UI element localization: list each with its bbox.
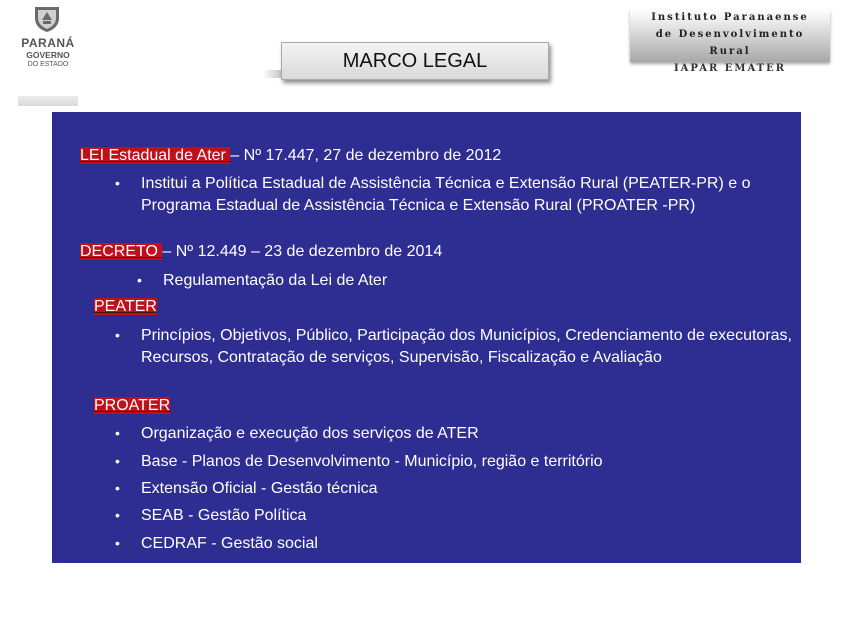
proater-item-text: Organização e execução dos serviços de ATER <box>141 425 479 442</box>
institute-line-2: de Desenvolvimento <box>655 29 805 40</box>
peater-heading <box>94 298 157 316</box>
bullet-icon: • <box>115 175 120 191</box>
bullet-icon: • <box>115 535 120 551</box>
proater-bullet-2 <box>115 451 793 473</box>
institute-banner <box>630 10 830 62</box>
proater-bullet-3 <box>115 478 793 500</box>
lei-detail: – Nº 17.447, 27 de dezembro de 2012 <box>230 147 502 164</box>
proater-bullet-1 <box>115 423 793 445</box>
lei-highlight: LEI Estadual de Ater <box>80 147 231 164</box>
proater-highlight: PROATER <box>94 397 171 414</box>
decreto-highlight: DECRETO <box>80 243 163 260</box>
logo-government: GOVERNO <box>26 50 70 60</box>
bullet-icon: • <box>137 272 142 288</box>
peater-highlight: PEATER <box>94 298 157 315</box>
decreto-item-text: Regulamentação da Lei de Ater <box>163 272 388 289</box>
bullet-icon: • <box>115 453 120 469</box>
title-shadow-decoration <box>263 70 283 78</box>
content-panel <box>52 112 801 563</box>
logo-state-name: PARANÁ <box>21 36 75 50</box>
decreto-detail: – Nº 12.449 – 23 de dezembro de 2014 <box>162 243 443 260</box>
parana-government-logo <box>16 4 80 72</box>
bullet-icon: • <box>115 327 120 343</box>
crest-icon <box>32 4 62 34</box>
lei-bullet <box>115 173 793 216</box>
peater-item-text: Princípios, Objetivos, Público, Participação dos Municípios, Credenciamento de executoras, Recursos, Contratação de serviços, Supervisão, Fiscalização e Avaliação <box>141 327 792 366</box>
institute-line-4: IAPAR EMATER <box>673 63 787 74</box>
bullet-icon: • <box>115 425 120 441</box>
proater-item-text: Extensão Oficial - Gestão técnica <box>141 480 378 497</box>
proater-heading <box>94 397 170 415</box>
page-title: MARCO LEGAL <box>281 42 549 80</box>
peater-bullet <box>115 325 793 368</box>
proater-bullet-4 <box>115 505 793 527</box>
institute-line-3: Rural <box>709 46 751 57</box>
proater-item-text: CEDRAF - Gestão social <box>141 535 318 552</box>
decreto-heading <box>80 243 442 261</box>
lei-item-text: Institui a Política Estadual de Assistência Técnica e Extensão Rural (PEATER-PR) e o Programa Estadual de Assistência Técnica e Extensão Rural (PROATER -PR) <box>141 175 751 214</box>
decreto-bullet <box>137 270 783 292</box>
proater-item-text: SEAB - Gestão Política <box>141 507 307 524</box>
lei-heading <box>80 147 501 165</box>
bullet-icon: • <box>115 507 120 523</box>
decorative-bar <box>18 96 78 106</box>
bullet-icon: • <box>115 480 120 496</box>
proater-bullet-5 <box>115 533 793 555</box>
proater-item-text: Base - Planos de Desenvolvimento - Município, região e território <box>141 453 603 470</box>
logo-do-estado: DO ESTADO <box>27 61 69 68</box>
institute-line-1: Instituto Paranaense <box>651 12 809 23</box>
